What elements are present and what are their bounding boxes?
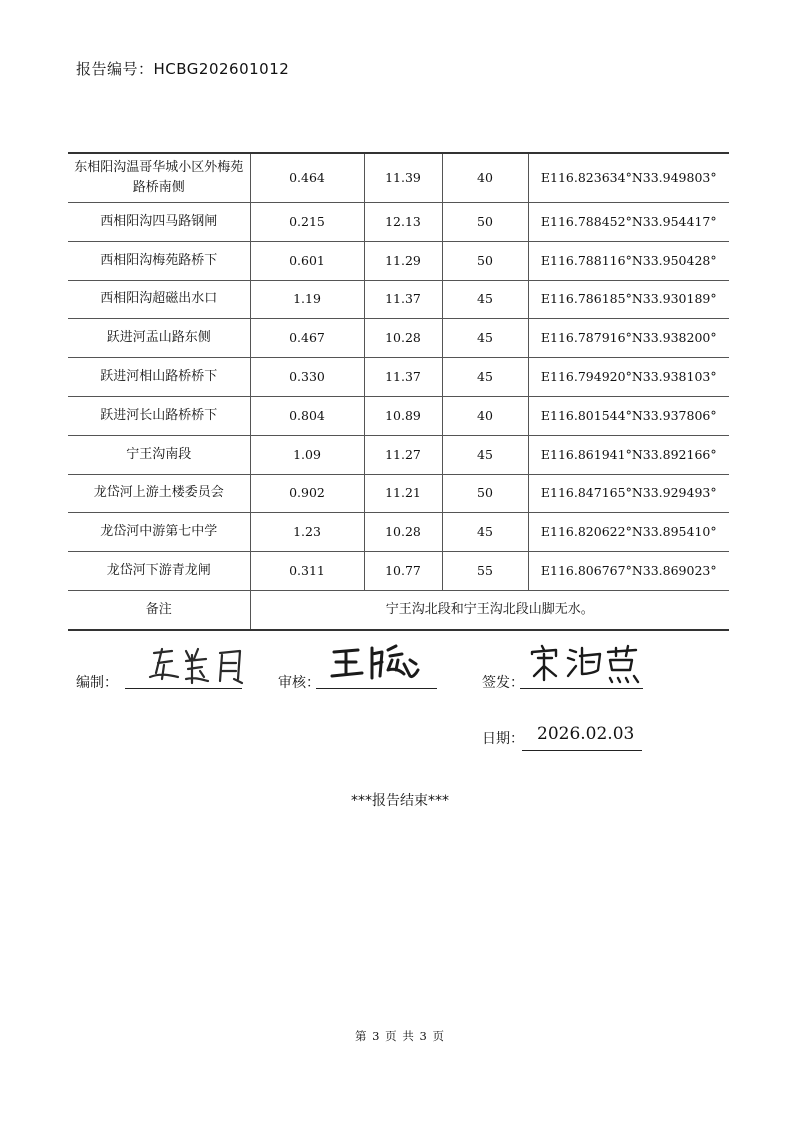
value-3-cell: 45 bbox=[442, 435, 528, 474]
value-1-cell: 1.09 bbox=[250, 435, 364, 474]
coordinate-cell: E116.801544°N33.937806° bbox=[528, 396, 729, 435]
prepared-label: 编制： bbox=[76, 675, 118, 691]
table-row bbox=[68, 396, 729, 435]
value-1-cell: 0.330 bbox=[250, 358, 364, 397]
site-name-cell: 西相阳沟四马路钢闸 bbox=[68, 203, 250, 242]
table-row bbox=[68, 319, 729, 358]
coordinate-cell: E116.823634°N33.949803° bbox=[528, 153, 729, 203]
coordinate-cell: E116.788116°N33.950428° bbox=[528, 241, 729, 280]
value-3-cell: 40 bbox=[442, 153, 528, 203]
value-2-cell: 11.39 bbox=[364, 153, 442, 203]
value-1-cell: 0.464 bbox=[250, 153, 364, 203]
site-name-cell: 跃进河长山路桥桥下 bbox=[68, 396, 250, 435]
table-body bbox=[68, 153, 729, 590]
table-row bbox=[68, 241, 729, 280]
site-name-cell: 跃进河盂山路东侧 bbox=[68, 319, 250, 358]
date-line bbox=[522, 750, 642, 751]
coordinate-cell: E116.847165°N33.929493° bbox=[528, 474, 729, 513]
value-1-cell: 0.467 bbox=[250, 319, 364, 358]
site-name-cell: 西相阳沟超磁出水口 bbox=[68, 280, 250, 319]
value-3-cell: 45 bbox=[442, 280, 528, 319]
table-row bbox=[68, 203, 729, 242]
date-value: 2026.02.03 bbox=[537, 724, 635, 744]
coordinate-cell: E116.861941°N33.892166° bbox=[528, 435, 729, 474]
value-1-cell: 0.804 bbox=[250, 396, 364, 435]
coordinate-cell: E116.820622°N33.895410° bbox=[528, 513, 729, 552]
value-3-cell: 45 bbox=[442, 358, 528, 397]
report-number-value: HCBG202601012 bbox=[153, 60, 290, 78]
value-1-cell: 0.311 bbox=[250, 552, 364, 591]
site-name-cell: 跃进河相山路桥桥下 bbox=[68, 358, 250, 397]
coordinate-cell: E116.806767°N33.869023° bbox=[528, 552, 729, 591]
value-1-cell: 0.215 bbox=[250, 203, 364, 242]
value-2-cell: 10.28 bbox=[364, 513, 442, 552]
coordinate-cell: E116.787916°N33.938200° bbox=[528, 319, 729, 358]
remark-row bbox=[68, 590, 729, 629]
coordinate-cell: E116.786185°N33.930189° bbox=[528, 280, 729, 319]
value-2-cell: 10.77 bbox=[364, 552, 442, 591]
table-row bbox=[68, 280, 729, 319]
table-row bbox=[68, 474, 729, 513]
coordinate-cell: E116.788452°N33.954417° bbox=[528, 203, 729, 242]
site-name-cell: 西相阳沟梅苑路桥下 bbox=[68, 241, 250, 280]
reviewed-signature-line bbox=[316, 688, 437, 689]
reviewed-label: 审核： bbox=[278, 675, 320, 691]
value-1-cell: 0.601 bbox=[250, 241, 364, 280]
approved-signature-line bbox=[520, 688, 643, 689]
approved-signature bbox=[526, 640, 646, 688]
approved-label: 签发： bbox=[482, 675, 524, 691]
value-2-cell: 12.13 bbox=[364, 203, 442, 242]
value-3-cell: 50 bbox=[442, 203, 528, 242]
table-row bbox=[68, 513, 729, 552]
value-3-cell: 40 bbox=[442, 396, 528, 435]
value-2-cell: 11.29 bbox=[364, 241, 442, 280]
site-name-cell: 东相阳沟温哥华城小区外梅苑路桥南侧 bbox=[68, 153, 250, 203]
remark-label: 备注 bbox=[68, 590, 250, 629]
site-name-cell: 龙岱河下游青龙闸 bbox=[68, 552, 250, 591]
page-footer: 第 3 页 共 3 页 bbox=[355, 1029, 445, 1043]
site-name-cell: 宁王沟南段 bbox=[68, 435, 250, 474]
value-2-cell: 11.21 bbox=[364, 474, 442, 513]
coordinate-cell: E116.794920°N33.938103° bbox=[528, 358, 729, 397]
monitoring-table bbox=[68, 152, 729, 631]
value-2-cell: 10.89 bbox=[364, 396, 442, 435]
reviewed-signature bbox=[326, 640, 436, 686]
table-row bbox=[68, 435, 729, 474]
value-3-cell: 45 bbox=[442, 319, 528, 358]
value-1-cell: 1.19 bbox=[250, 280, 364, 319]
value-3-cell: 45 bbox=[442, 513, 528, 552]
value-2-cell: 11.37 bbox=[364, 358, 442, 397]
site-name-cell: 龙岱河上游土楼委员会 bbox=[68, 474, 250, 513]
value-2-cell: 10.28 bbox=[364, 319, 442, 358]
table-row bbox=[68, 358, 729, 397]
site-name-cell: 龙岱河中游第七中学 bbox=[68, 513, 250, 552]
value-3-cell: 55 bbox=[442, 552, 528, 591]
remark-text: 宁王沟北段和宁王沟北段山脚无水。 bbox=[250, 590, 729, 629]
value-3-cell: 50 bbox=[442, 474, 528, 513]
value-3-cell: 50 bbox=[442, 241, 528, 280]
value-1-cell: 0.902 bbox=[250, 474, 364, 513]
table-row bbox=[68, 153, 729, 203]
value-2-cell: 11.27 bbox=[364, 435, 442, 474]
value-1-cell: 1.23 bbox=[250, 513, 364, 552]
table-row bbox=[68, 552, 729, 591]
report-end-note: ***报告结束*** bbox=[351, 793, 449, 809]
report-number bbox=[76, 58, 289, 79]
report-number-label: 报告编号： bbox=[76, 60, 154, 78]
prepared-signature bbox=[142, 643, 252, 689]
date-label: 日期： bbox=[482, 731, 524, 747]
value-2-cell: 11.37 bbox=[364, 280, 442, 319]
